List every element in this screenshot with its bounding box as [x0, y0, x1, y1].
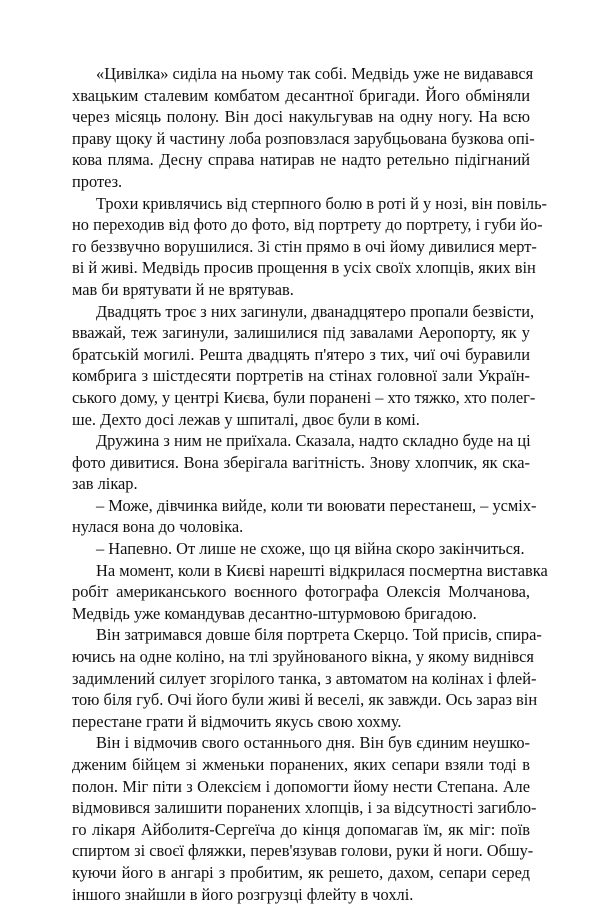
- text-line: куючи його в ангарі з пробитим, як решето, дахом, сепари серед: [72, 862, 530, 882]
- text-line: праву щоку й частину лоба розповзлася зарубцьована бузкова опі-: [72, 128, 535, 148]
- paragraph: [72, 63, 535, 193]
- text-line: фото дивитися. Вона зберігала вагітність. Знову хлопчик, як ска-: [72, 452, 530, 472]
- text-line: задимлений силует згорілого танка, з автоматом на колінах і флей-: [72, 668, 537, 688]
- text-line: ючись на одне коліно, на тлі зруйнованого вікна, у якому виднівся: [72, 647, 534, 667]
- text-line: робіт американського воєнного фотографа Олексія Молчанова,: [72, 582, 530, 602]
- text-line: дженим бійцем зі жменьки поранених, яких сепари взяли тоді в: [72, 755, 530, 774]
- text-line: братській могилі. Решта двадцять п'ятеро з тих, чиї очі буравили: [72, 344, 530, 364]
- text-line: тою біля губ. Очі його були живі й веселі, як завжди. Ось зараз він: [72, 690, 538, 710]
- text-line: На момент, коли в Києві нарешті відкрилася посмертна виставка: [96, 560, 548, 580]
- text-line: зав лікар.: [72, 474, 138, 494]
- text-line: хвацьким сталевим комбатом десантної бригади. Його обміняли: [72, 85, 530, 105]
- paragraph: [72, 538, 530, 560]
- text-line: через місяць полону. Він досі накульгував на одну ногу. На всю: [72, 107, 530, 127]
- text-line: іншого знайшли в його розгрузці флейту в чохлі.: [72, 884, 414, 904]
- paragraph: [72, 624, 542, 732]
- text-line: Дружина з ним не приїхала. Сказала, надто складно буде на ці: [96, 431, 531, 451]
- paragraph: [72, 301, 536, 431]
- paragraph: [72, 732, 537, 905]
- text-line: мав би врятувати й не врятував.: [72, 279, 294, 299]
- text-line: комбрига з шістдесяти портретів на стінах головної зали Україн-: [72, 366, 530, 386]
- book-page-text: [72, 63, 548, 905]
- text-line: «Цивілка» сиділа на ньому так собі. Медвідь уже не видавався: [96, 64, 534, 83]
- text-line: но переходив від фото до фото, від портрету до портрету, і губи йо-: [72, 215, 543, 235]
- text-line: Медвідь уже командував десантно-штурмовою бригадою.: [72, 603, 477, 623]
- text-line: Двадцять троє з них загинули, дванадцятеро пропали безвісти,: [96, 301, 535, 321]
- text-line: Він і відмочив свого останнього дня. Він був єдиним неушко-: [96, 733, 530, 753]
- text-line: перестане грати й відмочить якусь свою хохму.: [72, 711, 402, 731]
- text-line: го беззвучно ворушилися. Зі стін прямо в очі йому дивилися мерт-: [72, 236, 537, 256]
- paragraph: [72, 495, 537, 538]
- text-line: нулася вона до чоловіка.: [72, 517, 244, 537]
- paragraph: [72, 430, 530, 495]
- text-line: вважай, теж загинули, залишилися під завалами Аеропорту, як у: [72, 323, 530, 343]
- text-line: – Напевно. От лише не схоже, що ця війна скоро закінчиться.: [96, 539, 525, 559]
- text-line: відмовився залишити поранених хлопців, і за відсутності загибло-: [72, 798, 537, 818]
- text-line: Трохи кривлячись від стерпного болю в роті й у нозі, він повіль-: [96, 193, 548, 213]
- text-line: ського дому, у центрі Києва, були поранені – хто тяжко, хто полег-: [72, 387, 536, 407]
- text-line: ві й живі. Медвідь просив прощення в усіх своїх хлопців, яких він: [72, 258, 536, 278]
- text-line: кова пляма. Десну справа натирав не надто ретельно підігнаний: [72, 150, 530, 170]
- text-line: спиртом зі своєї фляжки, перев'язував голови, руки й ноги. Обшу-: [72, 841, 534, 861]
- paragraph: [72, 193, 548, 301]
- text-line: полон. Міг піти з Олексієм і допомогти йому нести Степана. Але: [72, 776, 530, 796]
- text-line: го лікаря Айболитя-Сергеїча до кінця допомагав їм, як міг: поїв: [72, 819, 530, 839]
- text-line: протез.: [72, 171, 123, 191]
- text-line: ше. Дехто досі лежав у шпиталі, двоє були в комі.: [72, 409, 420, 429]
- paragraph: [72, 560, 548, 625]
- text-line: Він затримався довше біля портрета Скерцо. Той присів, спира-: [96, 625, 542, 645]
- text-line: – Може, дівчинка вийде, коли ти воювати перестанеш, – усміх-: [96, 495, 537, 515]
